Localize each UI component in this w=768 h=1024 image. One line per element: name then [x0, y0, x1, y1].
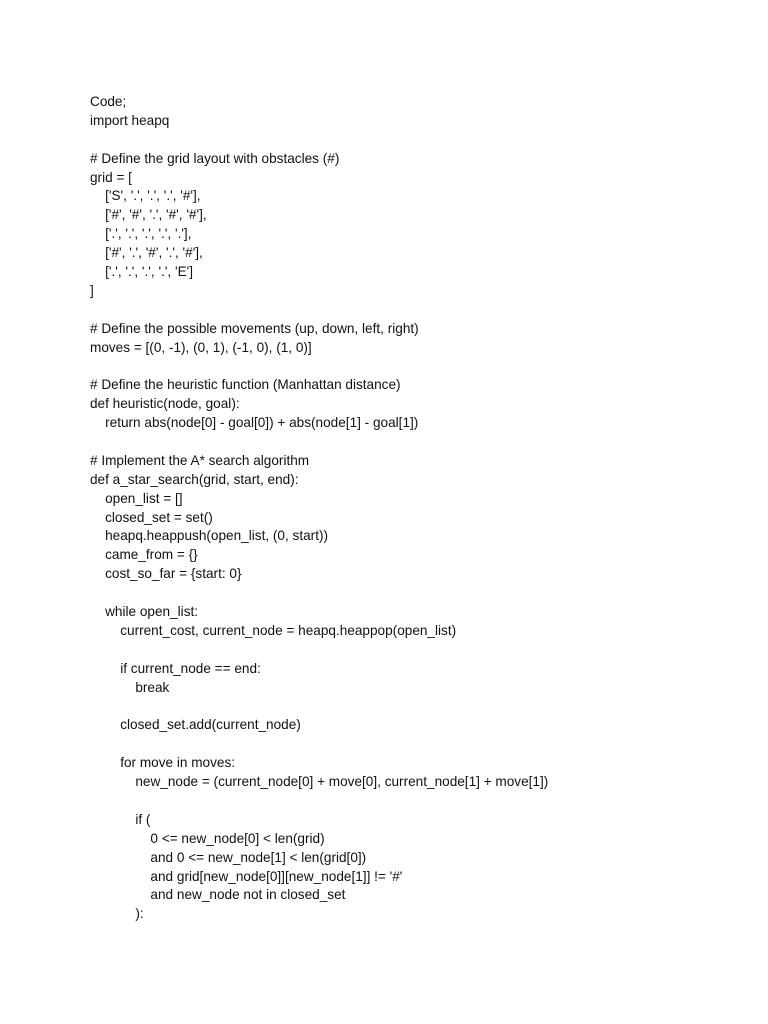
code-listing [90, 93, 750, 924]
code-line: and new_node not in closed_set [90, 887, 346, 903]
code-line: ] [90, 282, 94, 298]
code-line: break [90, 679, 170, 695]
code-line: current_cost, current_node = heapq.heappop(open_list) [90, 622, 457, 638]
code-line: # Implement the A* search algorithm [90, 452, 310, 468]
code-line: # Define the heuristic function (Manhattan distance) [90, 377, 401, 393]
code-line: cost_so_far = {start: 0} [90, 566, 242, 582]
code-line: heapq.heappush(open_list, (0, start)) [90, 528, 329, 544]
code-line: and grid[new_node[0]][new_node[1]] != '#' [90, 868, 403, 884]
code-line: new_node = (current_node[0] + move[0], current_node[1] + move[1]) [90, 774, 549, 790]
code-line: closed_set.add(current_node) [90, 717, 301, 733]
code-line: return abs(node[0] - goal[0]) + abs(node[1] - goal[1]) [90, 415, 419, 431]
code-line: ['S', '.', '.', '.', '#'], [90, 188, 201, 204]
code-line: ['#', '#', '.', '#', '#'], [90, 207, 207, 223]
code-line [90, 792, 750, 811]
code-line [90, 357, 750, 376]
code-line: for move in moves: [90, 755, 236, 771]
code-line: 0 <= new_node[0] < len(grid) [90, 830, 325, 846]
code-line: and 0 <= new_node[1] < len(grid[0]) [90, 849, 367, 865]
code-line: moves = [(0, -1), (0, 1), (-1, 0), (1, 0)] [90, 339, 312, 355]
code-line: Code; [90, 94, 127, 109]
code-line: open_list = [] [90, 490, 183, 506]
code-line: while open_list: [90, 604, 199, 620]
code-line [90, 433, 750, 452]
code-line: if ( [90, 811, 151, 827]
code-line: import heapq [90, 112, 170, 128]
code-line: ['#', '.', '#', '.', '#'], [90, 245, 203, 261]
code-line [90, 301, 750, 320]
code-line [90, 641, 750, 660]
code-line: def heuristic(node, goal): [90, 396, 240, 412]
code-line: # Define the possible movements (up, down, left, right) [90, 320, 419, 336]
code-line [90, 735, 750, 754]
code-line: # Define the grid layout with obstacles (#) [90, 150, 340, 166]
code-line: grid = [ [90, 169, 132, 185]
code-line: if current_node == end: [90, 660, 261, 676]
code-line: def a_star_search(grid, start, end): [90, 471, 299, 487]
code-line: ): [90, 906, 144, 922]
code-line: closed_set = set() [90, 509, 213, 525]
code-line: ['.', '.', '.', '.', 'E'] [90, 264, 194, 280]
code-line: ['.', '.', '.', '.', '.'], [90, 226, 192, 242]
code-line: came_from = {} [90, 547, 198, 563]
code-line [90, 698, 750, 717]
code-line [90, 131, 750, 150]
code-line [90, 584, 750, 603]
